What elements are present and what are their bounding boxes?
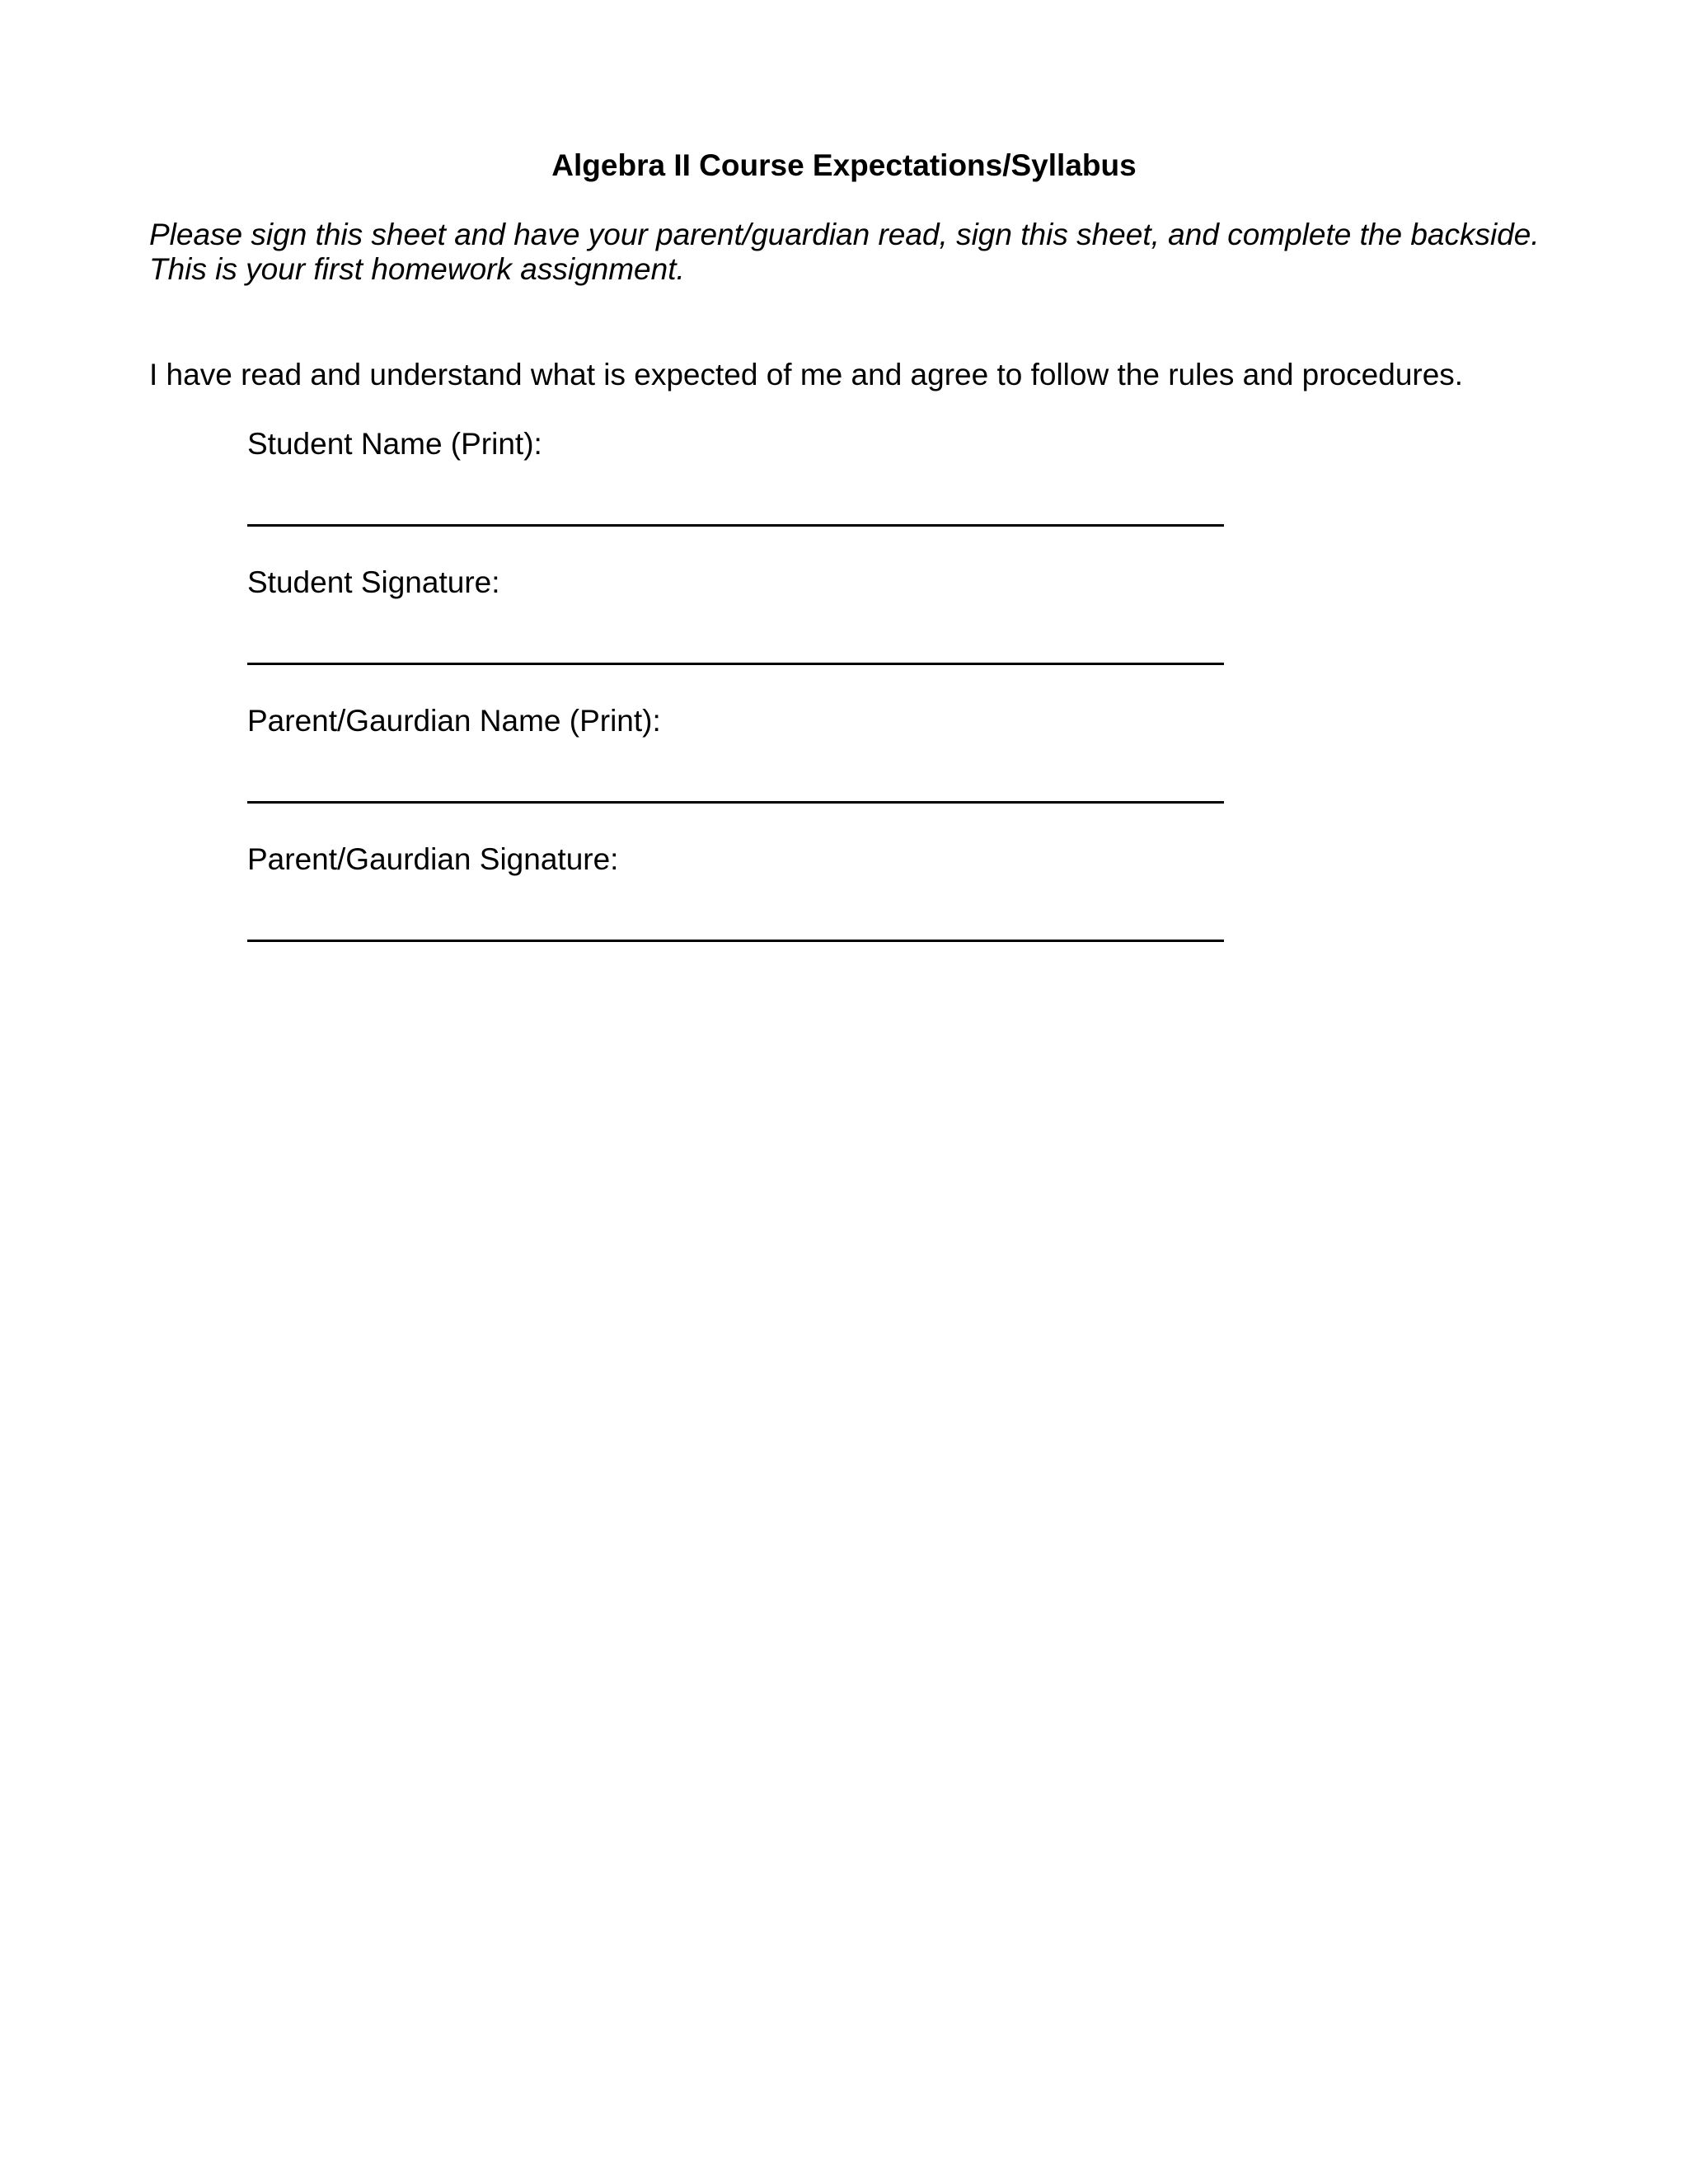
document-title: Algebra II Course Expectations/Syllabus [551, 148, 1137, 182]
student-name-field [247, 425, 1224, 463]
parent-name-line[interactable] [247, 801, 1224, 804]
student-name-label: Student Name (Print): [247, 427, 542, 461]
parent-signature-field [247, 841, 1224, 879]
student-signature-line[interactable] [247, 663, 1224, 665]
instructions-text [149, 218, 1633, 287]
parent-signature-label: Parent/Gaurdian Signature: [247, 842, 619, 876]
parent-signature-line[interactable] [247, 940, 1224, 942]
instructions-line-1: Please sign this sheet and have your parent/guardian read, sign this sheet, and complete the backside. [149, 218, 1540, 251]
student-name-line[interactable] [247, 524, 1224, 527]
parent-name-field [247, 702, 1224, 740]
student-signature-label: Student Signature: [247, 565, 500, 599]
instructions-line-2: This is your first homework assignment. [149, 252, 685, 286]
parent-name-label: Parent/Gaurdian Name (Print): [247, 704, 661, 738]
student-signature-field [247, 564, 1224, 602]
agreement-statement: I have read and understand what is expected of me and agree to follow the rules and procedures. [149, 358, 1464, 391]
